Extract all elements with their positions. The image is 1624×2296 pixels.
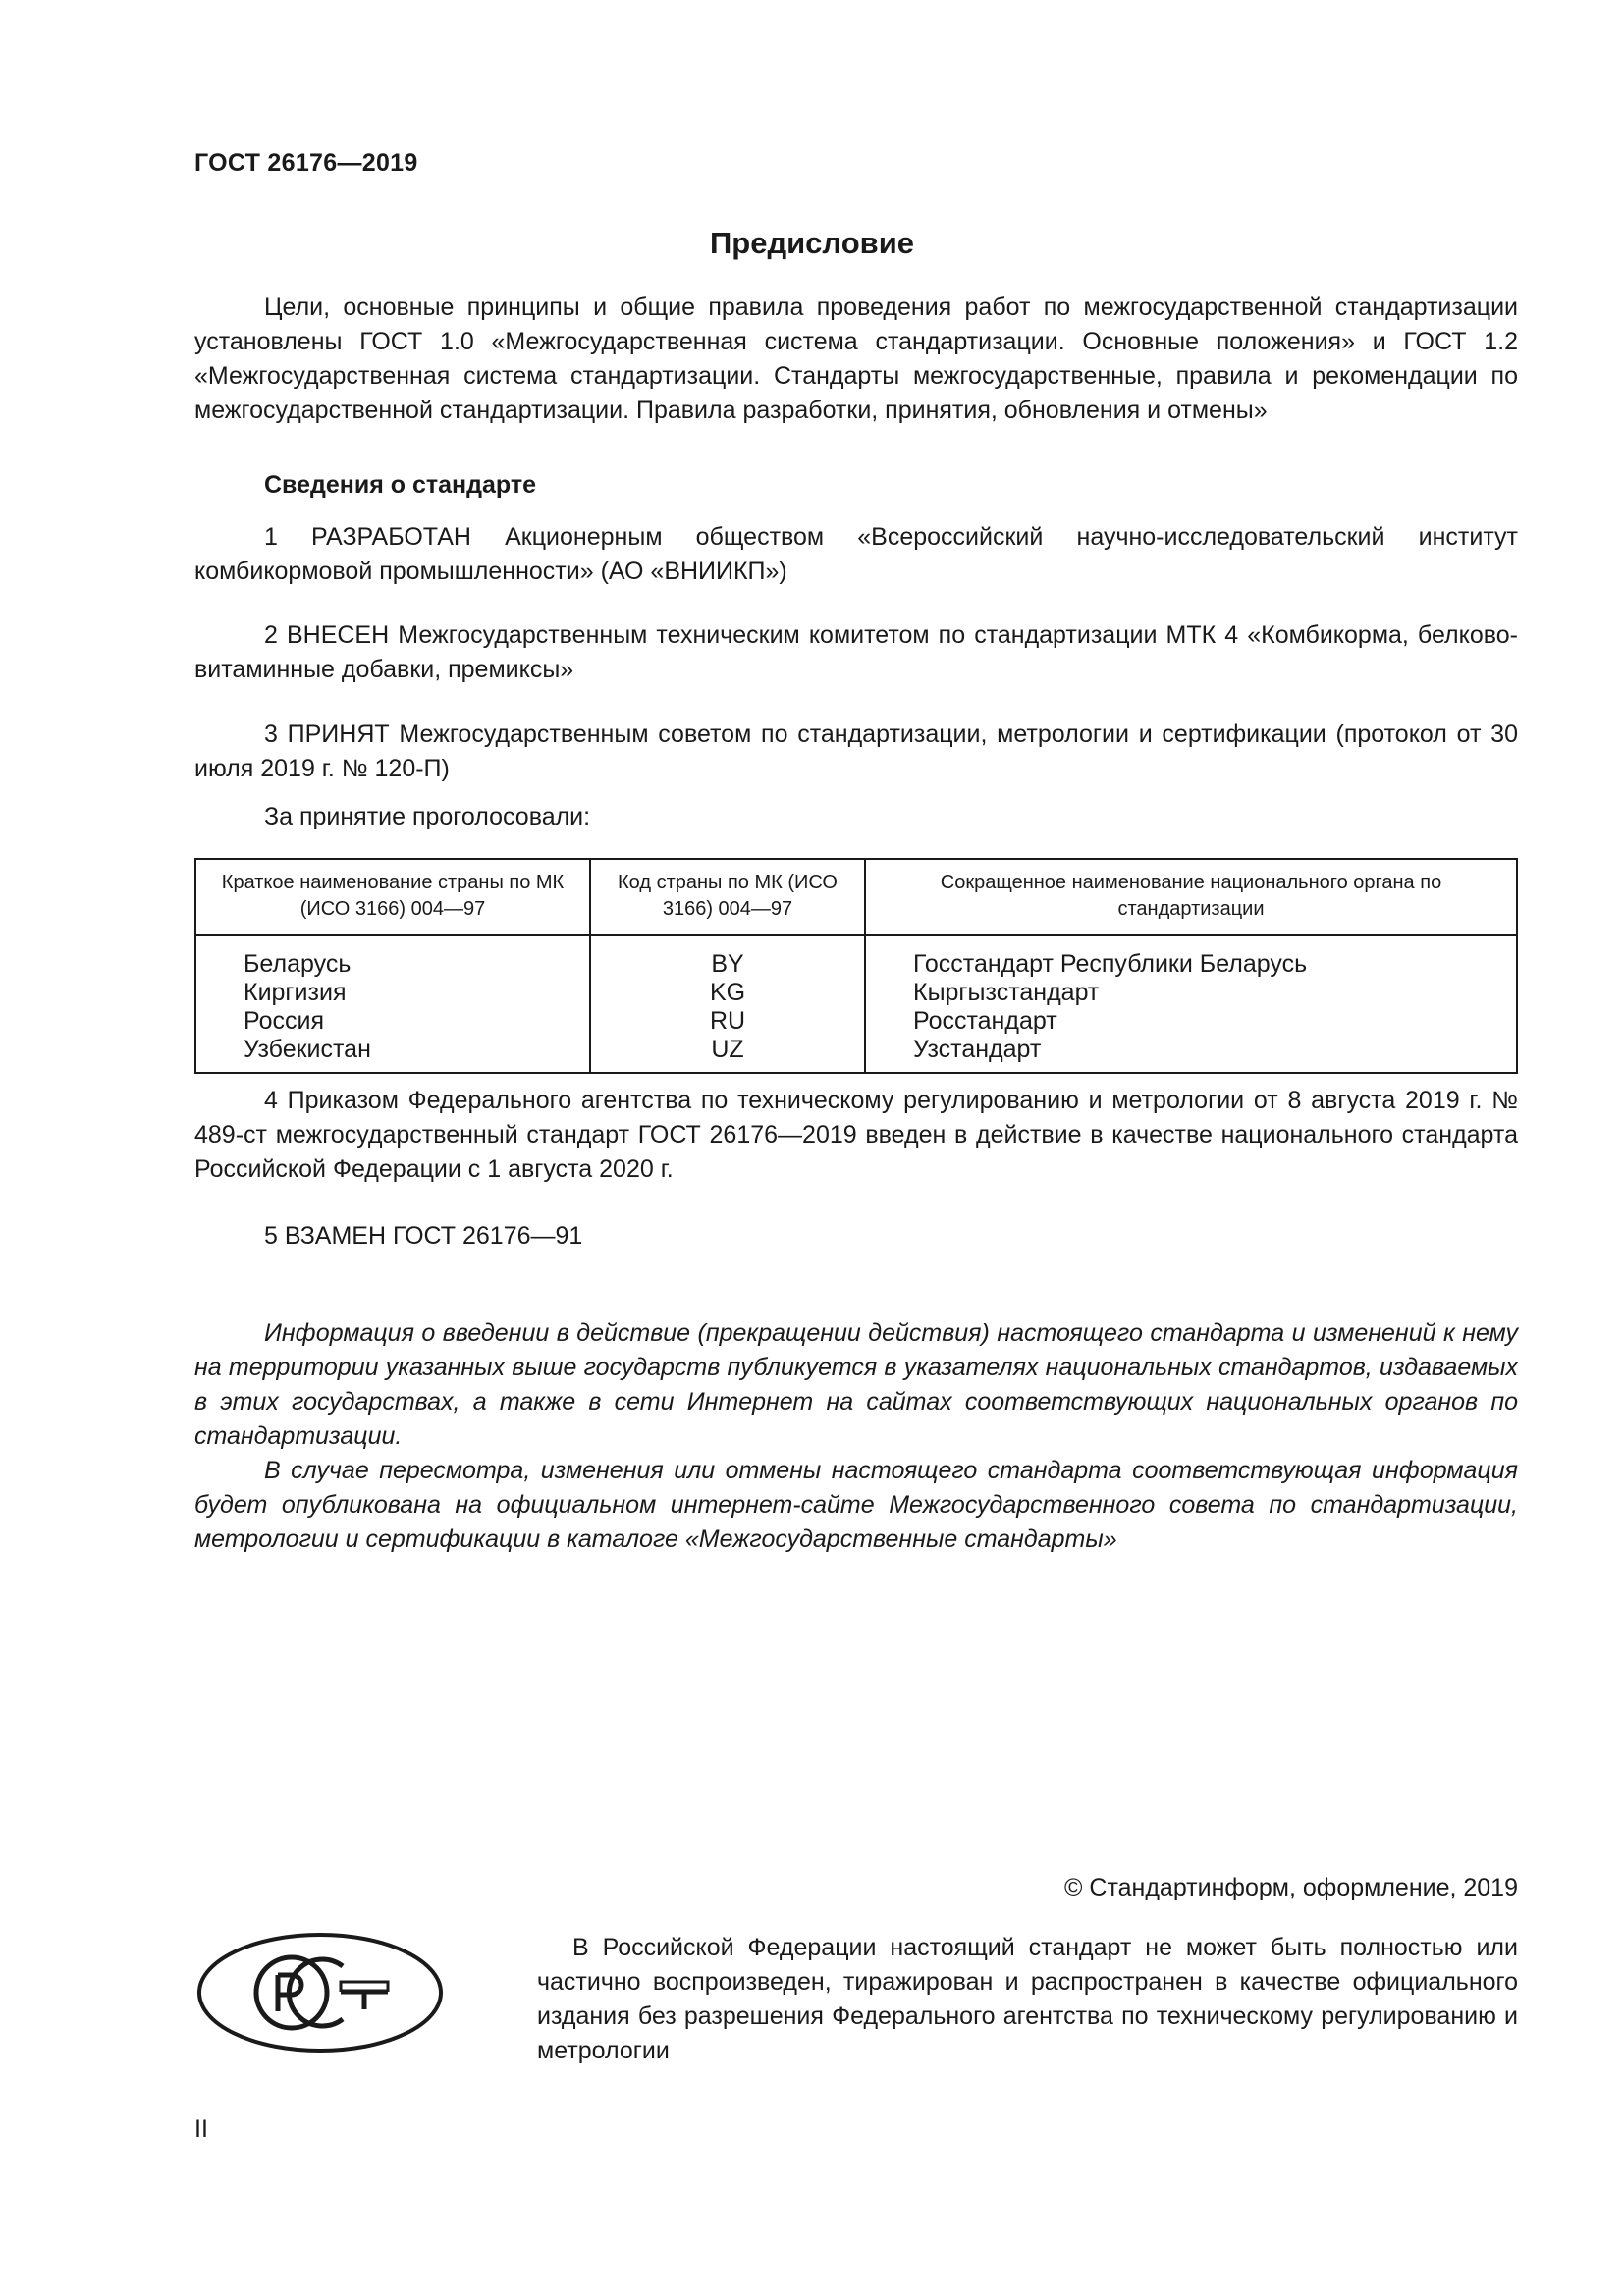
- reproduction-notice: В Российской Федерации настоящий стандарт не может быть полностью или частично воспроизведен, тиражирован и распространен в качестве официального издания без разрешения Федерального агентства по техническому регулированию и метрологии: [537, 1934, 1518, 2064]
- code-cell: KG: [590, 979, 865, 1007]
- table-row: [195, 935, 1517, 979]
- page-number: II: [194, 2115, 208, 2143]
- body-cell: Росстандарт: [913, 1007, 1057, 1035]
- intro-paragraph: Цели, основные принципы и общие правила проведения работ по межгосударственной стандартизации установлены ГОСТ 1.0 «Межгосударственная система стандартизации. Основные положения» и ГОСТ 1.2 «Межгосударственная система стандартизации. Стандарты межгосударственные, правила и рекомендации по межгосударственной стандартизации. Правила разработки, принятия, обновления и отмены»: [194, 294, 1518, 424]
- code-cell: RU: [590, 1007, 865, 1036]
- copyright-line: © Стандартинформ, оформление, 2019: [1064, 1874, 1518, 1901]
- vote-label: За принятие проголосовали:: [264, 803, 591, 830]
- info-item-4: 4 Приказом Федерального агентства по техническому регулированию и метрологии от 8 августа 2019 г. № 489-ст межгосударственный стандарт ГОСТ 26176—2019 введен в действие в качестве национального стандарта Российской Федерации с 1 августа 2020 г.: [194, 1087, 1518, 1183]
- country-cell: Россия: [195, 1007, 590, 1036]
- column-header-country: Краткое наименование страны по МК (ИСО 3166) 004—97: [195, 859, 590, 935]
- table-header-row: [195, 859, 1517, 935]
- info-note-paragraph: В случае пересмотра, изменения или отмены настоящего стандарта соответствующая информация будет опубликована на официальном интернет-сайте Межгосударственного совета по стандартизации, метрологии и сертификации в каталоге «Межгосударственные стандарты»: [194, 1457, 1518, 1553]
- info-item-1: 1 РАЗРАБОТАН Акционерным обществом «Всероссийский научно-исследовательский институт комбикормовой промышленности» (АО «ВНИИКП»): [194, 523, 1518, 585]
- document-id-header: ГОСТ 26176—2019: [194, 149, 418, 177]
- table-row: [195, 1036, 1517, 1073]
- code-cell: BY: [590, 935, 865, 979]
- table-row: [195, 979, 1517, 1007]
- rst-logo-icon: [195, 1931, 445, 2055]
- info-item-5: 5 ВЗАМЕН ГОСТ 26176—91: [264, 1222, 583, 1250]
- info-notes: [194, 1316, 1518, 1557]
- info-item-3: 3 ПРИНЯТ Межгосударственным советом по стандартизации, метрологии и сертификации (протокол от 30 июля 2019 г. № 120-П): [194, 721, 1518, 782]
- body-cell: Госстандарт Республики Беларусь: [913, 950, 1308, 978]
- code-cell: UZ: [590, 1036, 865, 1073]
- body-cell: Узстандарт: [913, 1036, 1042, 1063]
- table-row: [195, 1007, 1517, 1036]
- column-header-code: Код страны по МК (ИСО 3166) 004—97: [590, 859, 865, 935]
- standard-info-heading: Сведения о стандарте: [264, 471, 537, 499]
- country-cell: Киргизия: [195, 979, 590, 1007]
- page-title: Предисловие: [709, 226, 914, 260]
- info-item-2: 2 ВНЕСЕН Межгосударственным техническим комитетом по стандартизации МТК 4 «Комбикорма, белково-витаминные добавки, премиксы»: [194, 621, 1518, 683]
- member-states-table: [194, 858, 1518, 1074]
- country-cell: Узбекистан: [195, 1036, 590, 1073]
- info-note-paragraph: Информация о введении в действие (прекращении действия) настоящего стандарта и изменений к нему на территории указанных выше государств публикуется в указателях национальных стандартов, издаваемых в этих государствах, а также в сети Интернет на сайтах соответствующих национальных органов по стандартизации.: [194, 1319, 1518, 1450]
- country-cell: Беларусь: [195, 935, 590, 979]
- body-cell: Кыргызстандарт: [913, 979, 1100, 1006]
- column-header-body: Сокращенное наименование национального органа по стандартизации: [865, 859, 1517, 935]
